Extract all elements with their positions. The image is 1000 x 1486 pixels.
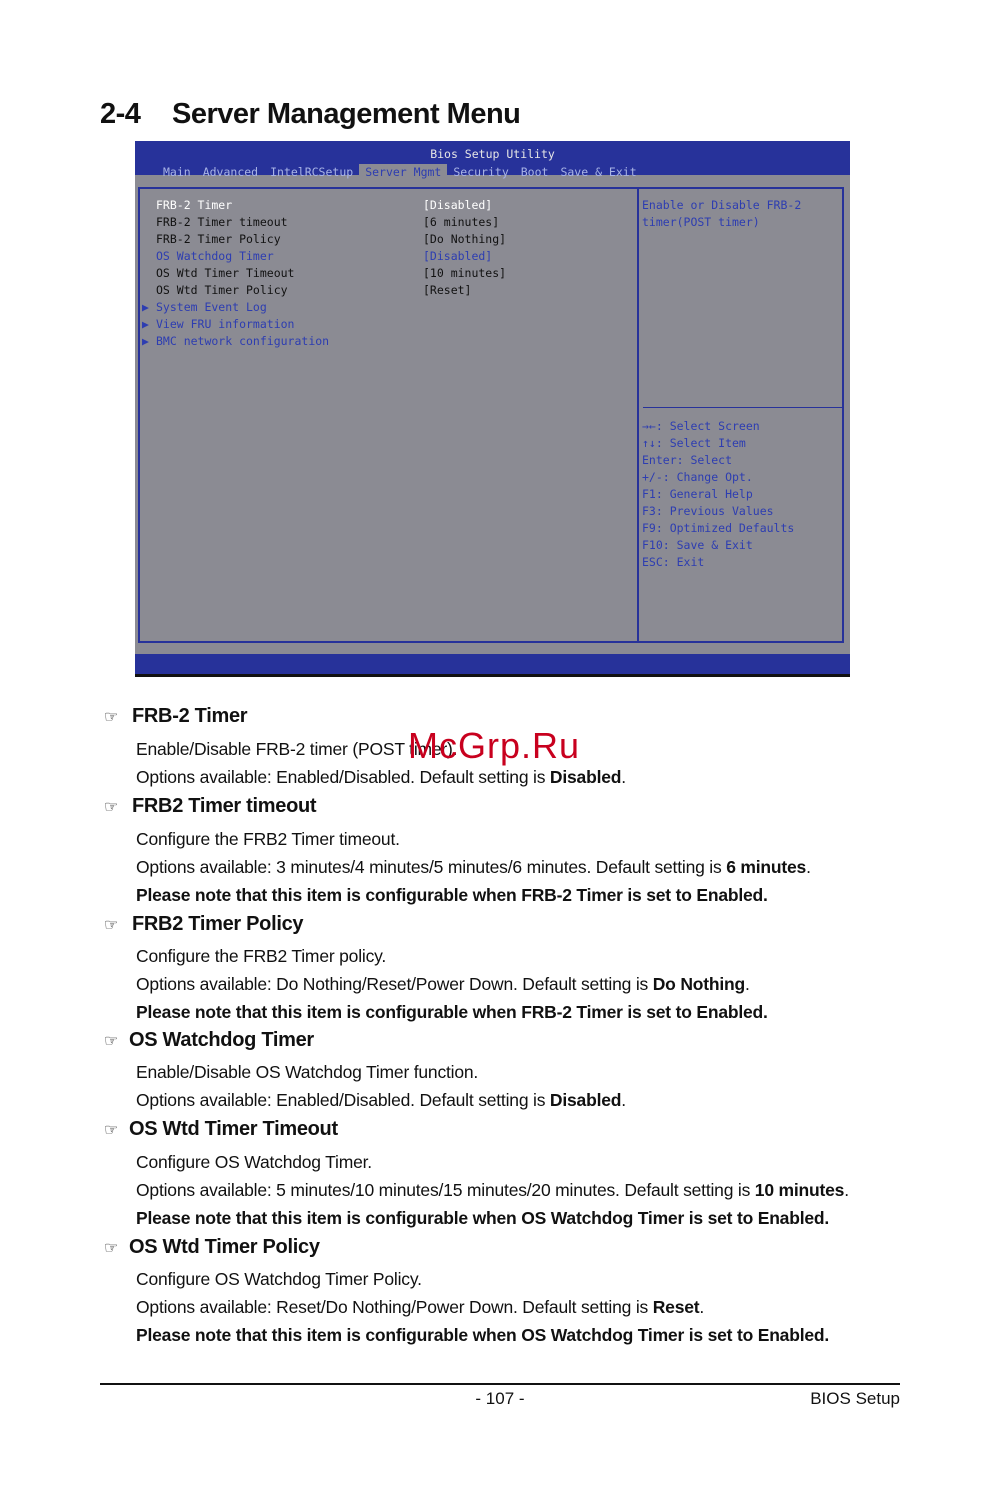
- item-note: Please note that this item is configurable when FRB-2 Timer is set to Enabled.: [136, 885, 768, 905]
- help-text-line: Enable or Disable FRB-2: [642, 198, 802, 212]
- footer-rule: [100, 1383, 900, 1385]
- setting-frb2-timer-policy[interactable]: [156, 231, 506, 248]
- tab-boot[interactable]: Boot: [520, 165, 549, 179]
- item-description: Configure OS Watchdog Timer Policy.: [136, 1269, 422, 1289]
- setting-label: FRB-2 Timer Policy: [156, 232, 281, 246]
- footer-section-label: BIOS Setup: [810, 1389, 900, 1408]
- bios-title: Bios Setup Utility: [430, 147, 555, 161]
- item-description: Configure the FRB2 Timer policy.: [136, 946, 387, 966]
- item-title-frb2-timer-timeout: ☞ FRB2 Timer timeout: [104, 795, 317, 817]
- setting-os-wtd-timer-policy[interactable]: [156, 282, 471, 299]
- item-title-os-wtd-timer-policy: ☞ OS Wtd Timer Policy: [104, 1236, 320, 1258]
- pointing-hand-icon: ☞: [104, 1122, 119, 1139]
- item-options: Options available: 5 minutes/10 minutes/15 minutes/20 minutes. Default setting is 10 minutes.: [136, 1180, 849, 1200]
- item-note: Please note that this item is configurable when OS Watchdog Timer is set to Enabled.: [136, 1208, 830, 1228]
- setting-value: [Do Nothing]: [423, 232, 507, 246]
- submenu-label: System Event Log: [156, 300, 267, 314]
- tab-security[interactable]: Security: [453, 165, 509, 179]
- item-description: Enable/Disable FRB-2 timer (POST timer).: [136, 739, 458, 759]
- submenu-label: View FRU information: [156, 317, 295, 331]
- section-title: Server Management Menu: [172, 98, 521, 130]
- submenu-bmc-network-configuration[interactable]: [142, 333, 329, 350]
- submenu-arrow-icon: ▶: [142, 334, 149, 348]
- key-help-select-screen: →←: Select Screen: [642, 419, 760, 433]
- setting-value: [Reset]: [423, 283, 472, 297]
- key-help-f3: F3: Previous Values: [642, 504, 774, 518]
- item-title-os-watchdog-timer: ☞ OS Watchdog Timer: [104, 1029, 314, 1051]
- item-options: Options available: Reset/Do Nothing/Power Down. Default setting is Reset.: [136, 1297, 705, 1317]
- tab-advanced[interactable]: Advanced: [202, 165, 259, 179]
- bios-bottom-line: [135, 674, 850, 677]
- setting-label: FRB-2 Timer: [156, 198, 233, 212]
- item-options: Options available: 3 minutes/4 minutes/5 minutes/6 minutes. Default setting is 6 minutes.: [136, 857, 811, 877]
- item-note: Please note that this item is configurable when OS Watchdog Timer is set to Enabled.: [136, 1325, 830, 1345]
- key-help-select-item: ↑↓: Select Item: [642, 436, 746, 450]
- key-help-f9: F9: Optimized Defaults: [642, 521, 795, 535]
- item-options: Options available: Enabled/Disabled. Default setting is Disabled.: [136, 767, 626, 787]
- setting-label: FRB-2 Timer timeout: [156, 215, 288, 229]
- pointing-hand-icon: ☞: [104, 917, 119, 934]
- submenu-label: BMC network configuration: [156, 334, 330, 348]
- bios-tab-bar: [157, 164, 643, 181]
- pointing-hand-icon: ☞: [104, 1033, 119, 1050]
- key-help-change-opt: +/-: Change Opt.: [642, 470, 753, 484]
- setting-label: OS Wtd Timer Timeout: [156, 266, 295, 280]
- page-number: - 107 -: [475, 1389, 525, 1408]
- item-options: Options available: Do Nothing/Reset/Power Down. Default setting is Do Nothing.: [136, 974, 750, 994]
- bios-bottom-bar: [135, 654, 850, 674]
- tab-server-mgmt[interactable]: Server Mgmt: [359, 164, 447, 181]
- setting-value: [Disabled]: [423, 198, 493, 212]
- item-description: Configure the FRB2 Timer timeout.: [136, 829, 400, 849]
- item-options: Options available: Enabled/Disabled. Default setting is Disabled.: [136, 1090, 626, 1110]
- bios-screenshot: [135, 141, 850, 677]
- item-description: Enable/Disable OS Watchdog Timer function.: [136, 1062, 479, 1082]
- setting-value: [10 minutes]: [423, 266, 507, 280]
- pointing-hand-icon: ☞: [104, 1240, 119, 1257]
- tab-save-exit[interactable]: Save & Exit: [560, 165, 637, 179]
- setting-os-watchdog-timer[interactable]: [156, 248, 492, 265]
- tab-intelrcsetup[interactable]: IntelRCSetup: [270, 165, 354, 179]
- item-note: Please note that this item is configurable when FRB-2 Timer is set to Enabled.: [136, 1002, 768, 1022]
- setting-value: [6 minutes]: [423, 215, 500, 229]
- tab-main[interactable]: Main: [163, 165, 191, 179]
- bios-panel-divider: [637, 187, 639, 643]
- setting-os-wtd-timer-timeout[interactable]: [156, 265, 506, 282]
- pointing-hand-icon: ☞: [104, 799, 119, 816]
- item-description: Configure OS Watchdog Timer.: [136, 1152, 372, 1172]
- setting-label: OS Wtd Timer Policy: [156, 283, 288, 297]
- submenu-arrow-icon: ▶: [142, 317, 149, 331]
- help-text-line: timer(POST timer): [642, 215, 760, 229]
- section-number: 2-4: [100, 98, 141, 130]
- submenu-system-event-log[interactable]: [142, 299, 267, 316]
- setting-label: OS Watchdog Timer: [156, 249, 274, 263]
- key-help-esc: ESC: Exit: [642, 555, 705, 569]
- key-help-enter: Enter: Select: [642, 453, 733, 467]
- section-heading: [100, 98, 520, 131]
- help-divider: [643, 407, 843, 408]
- item-title-os-wtd-timer-timeout: ☞ OS Wtd Timer Timeout: [104, 1118, 338, 1140]
- setting-value: [Disabled]: [423, 249, 493, 263]
- key-help-f10: F10: Save & Exit: [642, 538, 753, 552]
- item-title-frb2-timer-policy: ☞ FRB2 Timer Policy: [104, 913, 304, 935]
- submenu-view-fru-information[interactable]: [142, 316, 294, 333]
- setting-frb2-timer-timeout[interactable]: [156, 214, 499, 231]
- item-title-frb2-timer: ☞ FRB-2 Timer: [104, 705, 248, 727]
- key-help-f1: F1: General Help: [642, 487, 753, 501]
- submenu-arrow-icon: ▶: [142, 300, 149, 314]
- pointing-hand-icon: ☞: [104, 709, 119, 726]
- setting-frb2-timer[interactable]: [156, 197, 492, 214]
- watermark: McGrp.Ru: [408, 725, 581, 766]
